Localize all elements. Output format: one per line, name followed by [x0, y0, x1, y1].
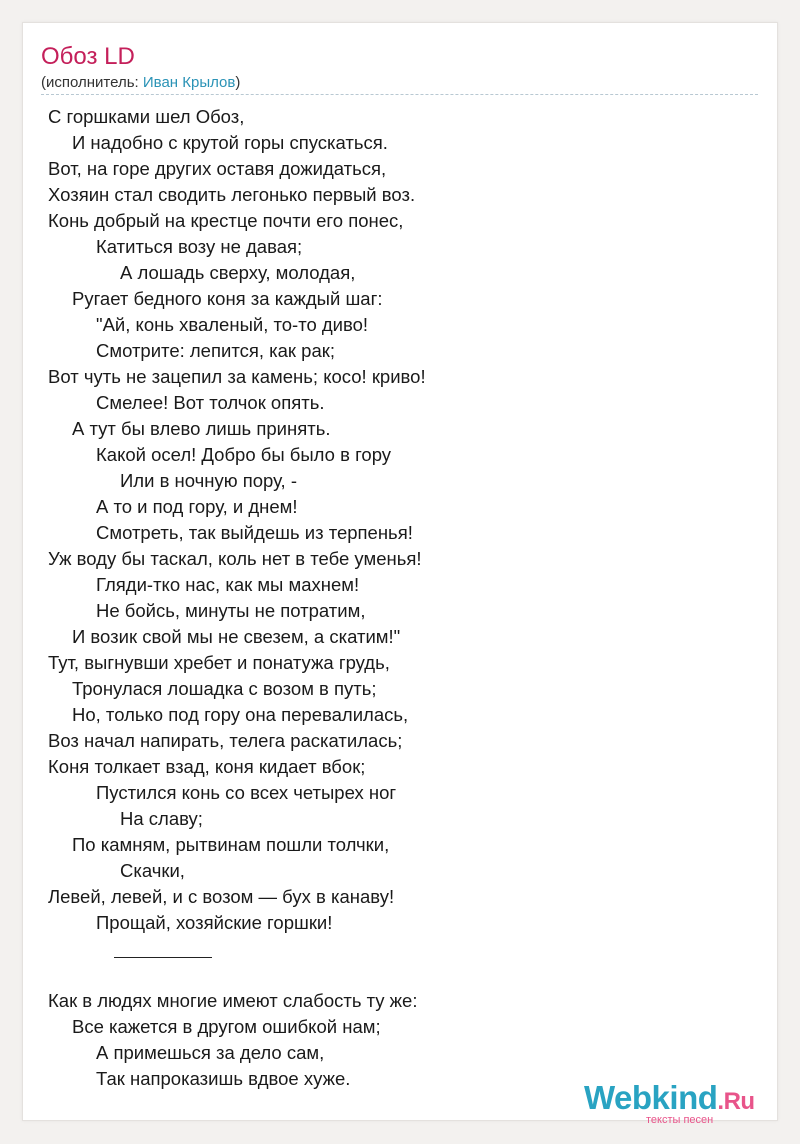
song-title: Обоз LD — [41, 43, 135, 70]
lyric-line: И надобно с крутой горы спускаться. — [72, 132, 388, 153]
lyric-line: А тут бы влево лишь принять. — [72, 418, 331, 439]
lyric-line: Хозяин стал сводить легонько первый воз. — [48, 184, 416, 205]
lyric-line: Катиться возу не давая; — [96, 236, 303, 257]
lyric-line: Все кажется в другом ошибкой нам; — [72, 1016, 381, 1037]
lyric-line: Вот чуть не зацепил за камень; косо! криво! — [48, 366, 426, 387]
lyric-line: Пустился конь со всех четырех ног — [96, 782, 397, 803]
lyric-line: Ругает бедного коня за каждый шаг: — [72, 288, 383, 309]
header-divider — [41, 94, 758, 95]
lyric-line: Не бойсь, минуты не потратим, — [96, 600, 366, 621]
lyric-line: На славу; — [120, 808, 203, 829]
lyric-line: А то и под гору, и днем! — [96, 496, 298, 517]
lyric-line: Воз начал напирать, телега раскатилась; — [48, 730, 403, 751]
lyric-line: И возик свой мы не свезем, а скатим!" — [72, 626, 401, 647]
lyric-line: Какой осел! Добро бы было в гору — [96, 444, 392, 465]
performer-link[interactable]: Иван Крылов — [142, 74, 236, 91]
lyric-line: Тронулася лошадка с возом в путь; — [72, 678, 377, 699]
lyric-line: Вот, на горе других оставя дожидаться, — [48, 158, 387, 179]
lyric-line: Скачки, — [120, 860, 185, 881]
lyric-line: Как в людях многие имеют слабость ту же: — [48, 990, 418, 1011]
lyric-line: Так напроказишь вдвое хуже. — [96, 1068, 351, 1089]
horizontal-rule — [114, 957, 212, 958]
logo-tld: .Ru — [717, 1088, 755, 1115]
lyric-line: Прощай, хозяйские горшки! — [96, 912, 333, 933]
lyric-line: Смотрите: лепится, как рак; — [96, 340, 335, 361]
lyric-line: Тут, выгнувши хребет и понатужа грудь, — [48, 652, 390, 673]
lyric-line: Левей, левей, и с возом — бух в канаву! — [48, 886, 395, 907]
logo-tagline: тексты песен — [646, 1114, 714, 1126]
lyric-line: А примешься за дело сам, — [96, 1042, 325, 1063]
lyric-line: По камням, рытвинам пошли толчки, — [72, 834, 390, 855]
logo-name: Webkind — [584, 1079, 718, 1116]
section-rule — [42, 936, 742, 962]
lyrics-body — [42, 104, 742, 1092]
performer-line — [41, 73, 240, 93]
lyric-line: Но, только под гору она перевалилась, — [72, 704, 409, 725]
lyric-line: А лошадь сверху, молодая, — [120, 262, 356, 283]
lyric-line: С горшками шел Обоз, — [48, 106, 245, 127]
lyric-line: Или в ночную пору, - — [120, 470, 297, 491]
lyric-line: Смотреть, так выйдешь из терпенья! — [96, 522, 413, 543]
performer-prefix: (исполнитель: — [41, 74, 143, 91]
lyric-line: Смелее! Вот толчок опять. — [96, 392, 325, 413]
performer-suffix: ) — [235, 74, 241, 91]
blank-line — [42, 962, 742, 988]
lyric-line: Конь добрый на крестце почти его понес, — [48, 210, 404, 231]
site-logo[interactable] — [584, 1080, 784, 1130]
lyric-line: "Ай, конь хваленый, то-то диво! — [96, 314, 369, 335]
lyric-line: Коня толкает взад, коня кидает вбок; — [48, 756, 366, 777]
lyric-line: Гляди-тко нас, как мы махнем! — [96, 574, 360, 595]
lyric-line: Уж воду бы таскал, коль нет в тебе уменья! — [48, 548, 422, 569]
